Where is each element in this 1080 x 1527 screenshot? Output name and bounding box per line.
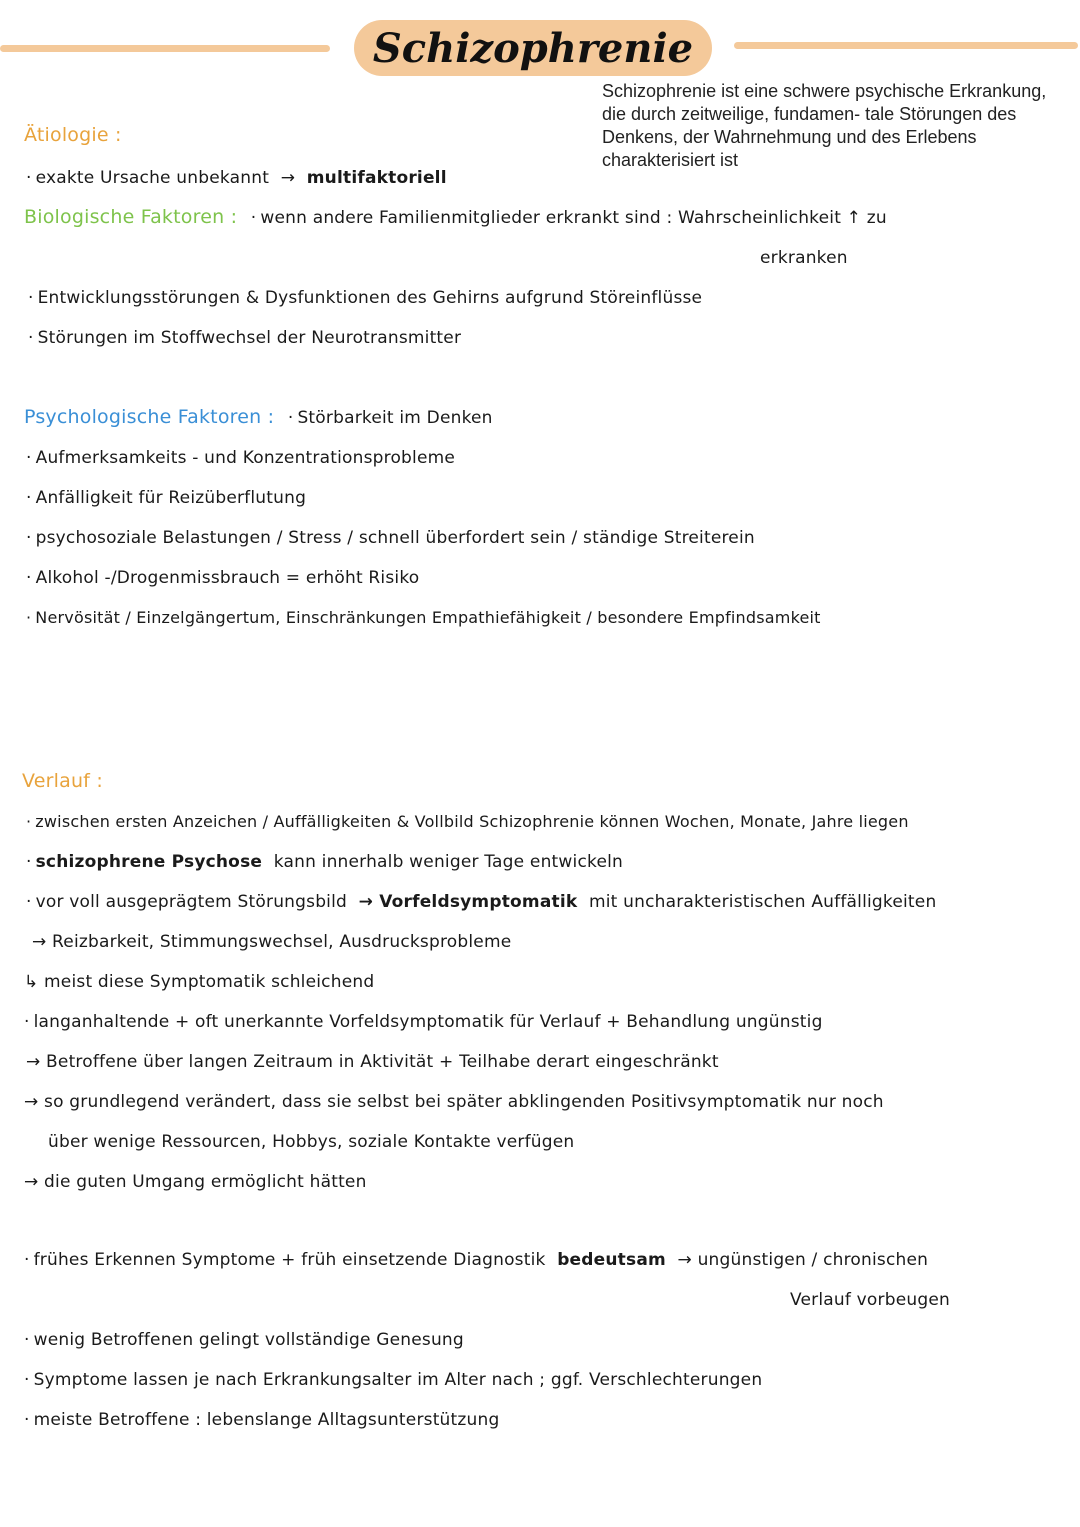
definition-text: Schizophrenie ist eine schwere psychische Erkrankung, die durch zeitweilige, fundamen- tale Störungen des Denkens, der Wahrnehmung und des Erlebens charakterisiert ist [602,81,1047,170]
verlauf-line-11: · wenig Betroffenen gelingt vollständige Genesung [24,1330,464,1350]
verlauf-line-6: · langanhaltende + oft unerkannte Vorfeldsymptomatik für Verlauf + Behandlung ungünstig [24,1012,823,1032]
verlauf-line-9: → die guten Umgang ermöglicht hätten [24,1172,367,1192]
psycho-line-1: Psychologische Faktoren : · Störbarkeit im Denken [24,406,493,428]
psycho-line-2: · Aufmerksamkeits - und Konzentrationsprobleme [26,448,456,468]
verlauf-heading: Verlauf : [22,770,103,792]
bio-heading: Biologische Faktoren : [24,206,238,228]
bio-line-1-cont: erkranken [760,248,848,268]
verlauf-line-10-cont: Verlauf vorbeugen [790,1290,950,1310]
bio-line-1: Biologische Faktoren : · wenn andere Familienmitglieder erkrankt sind : Wahrscheinlichkeit ↑ zu [24,206,887,228]
psycho-line-6: · Nervösität / Einzelgängertum, Einschränkungen Empathiefähigkeit / besondere Empfindsamkeit [26,608,821,627]
left-accent-bar [0,45,330,52]
psycho-line-4: · psychosoziale Belastungen / Stress / schnell überfordert sein / ständige Streiterein [26,528,755,548]
title-highlight [354,20,712,76]
psycho-heading: Psychologische Faktoren : [24,406,275,428]
verlauf-line-2: · schizophrene Psychose kann innerhalb weniger Tage entwickeln [26,852,623,872]
verlauf-line-4: → Reizbarkeit, Stimmungswechsel, Ausdrucksprobleme [32,932,512,952]
verlauf-line-13: · meiste Betroffene : lebenslange Alltagsunterstützung [24,1410,500,1430]
page-title: Schizophrenie [372,24,694,72]
verlauf-line-8-cont: über wenige Ressourcen, Hobbys, soziale Kontakte verfügen [48,1132,575,1152]
aetiologie-heading: Ätiologie : [24,124,122,146]
aetiologie-line-1: · exakte Ursache unbekannt → multifaktoriell [26,168,447,188]
psycho-line-5: · Alkohol -/Drogenmissbrauch = erhöht Risiko [26,568,420,588]
verlauf-line-5: ↳ meist diese Symptomatik schleichend [24,972,375,992]
bio-line-3: · Störungen im Stoffwechsel der Neurotransmitter [28,328,462,348]
bio-line-2: · Entwicklungsstörungen & Dysfunktionen des Gehirns aufgrund Störeinflüsse [28,288,703,308]
verlauf-line-8: → so grundlegend verändert, dass sie selbst bei später abklingenden Positivsymptomatik nur noch [24,1092,884,1112]
verlauf-line-7: → Betroffene über langen Zeitraum in Aktivität + Teilhabe derart eingeschränkt [26,1052,719,1072]
right-accent-bar [734,42,1078,49]
verlauf-line-10: · frühes Erkennen Symptome + früh einsetzende Diagnostik bedeutsam → ungünstigen / chronischen [24,1250,929,1270]
verlauf-line-12: · Symptome lassen je nach Erkrankungsalter im Alter nach ; ggf. Verschlechterungen [24,1370,763,1390]
verlauf-line-1: · zwischen ersten Anzeichen / Auffälligkeiten & Vollbild Schizophrenie können Wochen, Monate, Jahre liegen [26,812,909,831]
psycho-line-3: · Anfälligkeit für Reizüberflutung [26,488,307,508]
verlauf-line-3: · vor voll ausgeprägtem Störungsbild → Vorfeldsymptomatik mit uncharakteristischen Auffälligkeiten [26,892,937,912]
